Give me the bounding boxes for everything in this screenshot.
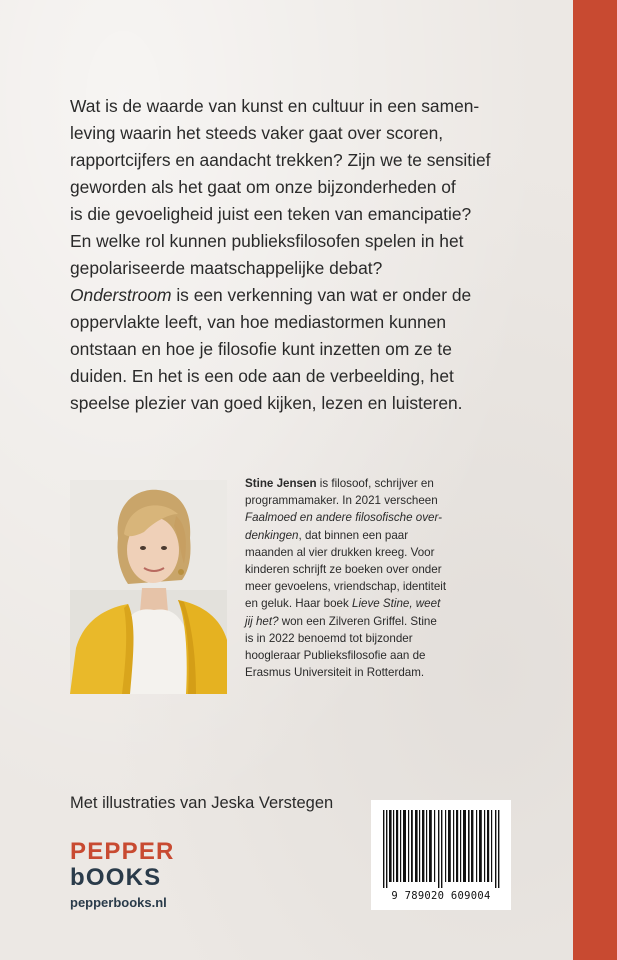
author-photo [70, 480, 227, 694]
blurb-line: Wat is de waarde van kunst en cultuur in een samen- [70, 96, 480, 116]
blurb-line: geworden als het gaat om onze bijzonderheden of [70, 177, 456, 197]
publisher-logo-bottom: bOOKS [70, 864, 162, 891]
illustrations-credit: Met illustraties van Jeska Verstegen [70, 794, 334, 812]
bio-line: is in 2022 benoemd tot bijzonder [245, 631, 413, 645]
blurb-line: duiden. En het is een ode aan de verbeelding, het [70, 366, 454, 386]
bio-line: hoogleraar Publieksfilosofie aan de [245, 649, 426, 663]
bio-line: jij het? [245, 614, 279, 628]
publisher-url: pepperbooks.nl [70, 895, 167, 910]
bio-line: meer gevoelens, vriendschap, identiteit [245, 580, 447, 594]
cover-blurb [70, 93, 540, 417]
blurb-line: speelse plezier van goed kijken, lezen en luisteren. [70, 393, 463, 413]
bio-line: is filosoof, schrijver en [316, 477, 434, 490]
barcode-bars-graphic [381, 810, 501, 888]
book-title: Onderstroom [70, 285, 172, 305]
blurb-line: ontstaan en hoe je filosofie kunt inzetten om ze te [70, 339, 452, 359]
bio-line: Erasmus Universiteit in Rotterdam. [245, 666, 425, 680]
blurb-line: gepolariseerde maatschappelijke debat? [70, 258, 383, 278]
author-name: Stine Jensen [245, 477, 317, 490]
bio-line: maanden al vier drukken kreeg. Voor [245, 545, 435, 559]
isbn-barcode [371, 800, 511, 910]
blurb-line: is een verkenning van wat er onder de [171, 285, 472, 305]
bio-line: programmamaker. In 2021 verscheen [245, 494, 438, 508]
author-bio [245, 475, 473, 681]
author-portrait [70, 480, 227, 694]
blurb-line: oppervlakte leeft, van hoe mediastormen kunnen [70, 312, 447, 332]
blurb-line: leving waarin het steeds vaker gaat over scoren, [70, 123, 444, 143]
bio-line: , dat binnen een paar [298, 528, 409, 542]
isbn-number: 9 789020 609004 [391, 890, 491, 902]
blurb-line: En welke rol kunnen publieksfilosofen spelen in het [70, 231, 464, 251]
publisher-logo-top: PEPPER [70, 838, 175, 865]
bio-line: Lieve Stine, weet [352, 597, 441, 611]
bio-line: won een Zilveren Griffel. Stine [278, 614, 437, 628]
blurb-line: is die gevoeligheid juist een teken van emancipatie? [70, 204, 472, 224]
bio-line: Faalmoed en andere filosofische over- [245, 511, 442, 525]
blurb-line: rapportcijfers en aandacht trekken? Zijn we te sensitief [70, 150, 491, 170]
bio-line: denkingen [245, 528, 299, 542]
bio-line: en geluk. Haar boek [245, 597, 352, 611]
bio-line: kinderen schrijft ze boeken over onder [245, 563, 442, 577]
red-spine-band [573, 0, 617, 960]
